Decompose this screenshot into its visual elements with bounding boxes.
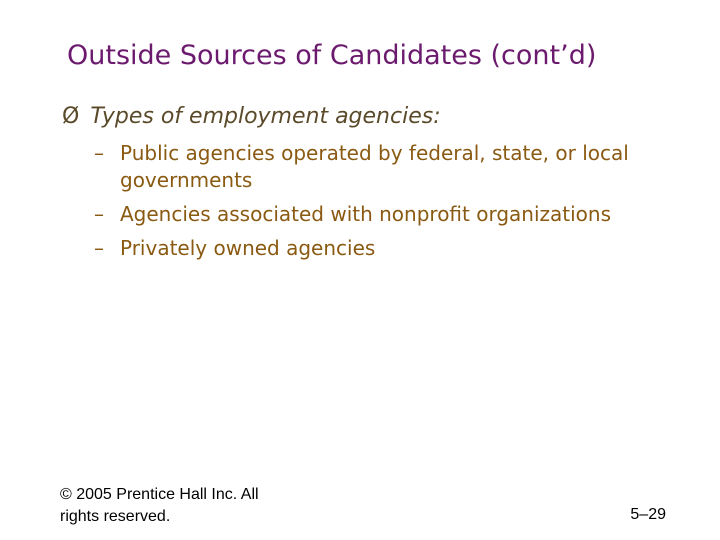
dash-bullet-icon: – [94,202,104,226]
main-bullet-text: Types of employment agencies: [90,104,441,129]
footer-copyright: © 2005 Prentice Hall Inc. All rights reserved. [60,486,259,525]
dash-bullet-icon: – [94,141,104,165]
page-number: 5–29 [630,506,666,523]
list-item-text: Privately owned agencies [120,236,376,260]
list-item [94,201,694,228]
main-bullet [62,104,441,129]
list-item-text: Public agencies operated by federal, state, or local governments [120,141,629,192]
slide-title: Outside Sources of Candidates (cont’d) [67,40,597,71]
list-item-text: Agencies associated with nonprofit organizations [120,202,611,226]
list-item [94,140,694,194]
arrow-bullet-icon: Ø [62,104,80,129]
list-item [94,235,694,262]
sub-bullet-list [94,140,694,269]
dash-bullet-icon: – [94,236,104,260]
